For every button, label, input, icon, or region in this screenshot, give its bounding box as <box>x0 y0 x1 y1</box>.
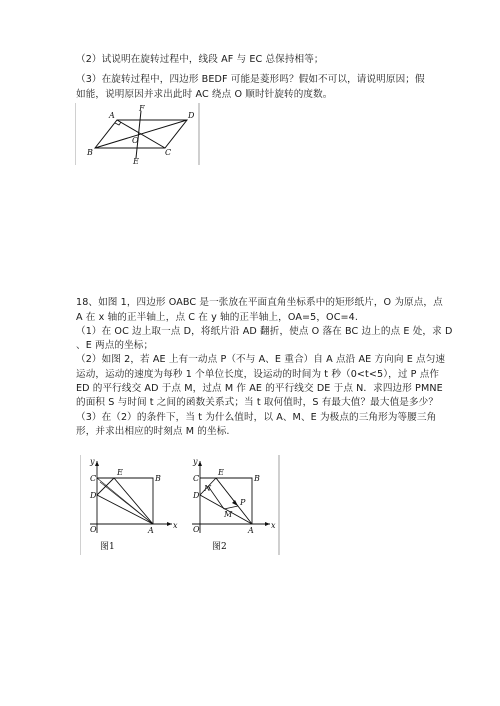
fig1-label-b: B <box>87 148 93 157</box>
g1-label-c: C <box>90 474 97 483</box>
g2-label-n: N <box>204 484 211 493</box>
text-line-part1-2: （2）试说明在旋转过程中，线段 AF 与 EC 总保持相等； <box>76 54 324 65</box>
fig1-label-a: A <box>109 111 115 120</box>
q18-line-10: 形，并求出相应的时刻点 M 的坐标. <box>76 426 230 437</box>
fig1-label-e: E <box>133 157 139 165</box>
figure-coordinate-graphs <box>80 455 280 555</box>
q18-line-7: ED 的平行线交 AD 于点 M，过点 M 作 AE 的平行线交 DE 于点 N．求四边形 PMNE <box>76 383 443 394</box>
g2-label-x: x <box>271 521 276 530</box>
g2-label-p: P <box>240 498 246 507</box>
fig1-label-d: D <box>188 111 195 120</box>
text-line-part1-3b: 如能，说明原因并求出此时 AC 绕点 O 顺时针旋转的度数。 <box>76 89 333 100</box>
q18-line-5: （2）如图 2，若 AE 上有一动点 P（不与 A、E 重合）自 A 点沿 AE 方向向 E 点匀速 <box>76 354 446 365</box>
g1-label-d: D <box>90 491 97 500</box>
q18-line-2: A 在 x 轴的正半轴上，点 C 在 y 轴的正半轴上，OA=5，OC=4. <box>76 312 358 323</box>
q18-line-6: 运动，运动的速度为每秒 1 个单位长度，设运动的时间为 t 秒（0<t<5），过 P 点作 <box>76 369 440 380</box>
g2-label-b: B <box>254 474 260 483</box>
fig1-label-c: C <box>165 148 172 157</box>
g1-label-o: O <box>90 525 97 534</box>
graph-2 <box>192 457 276 552</box>
g2-label-o: O <box>193 525 200 534</box>
g2-label-m: M <box>224 510 233 519</box>
fig1-label-o: O <box>132 136 139 145</box>
caption-figure-2: 图2 <box>212 542 227 552</box>
g1-label-e: E <box>117 468 123 477</box>
g2-label-a: A <box>248 526 254 535</box>
g2-label-d: D <box>193 491 200 500</box>
q18-line-8: 的面积 S 与时间 t 之间的函数关系式；当 t 取何值时，S 有最大值？最大值是多少？ <box>76 397 439 408</box>
fig1-label-f: F <box>139 104 145 113</box>
caption-figure-1: 图1 <box>100 542 115 552</box>
g2-label-e: E <box>218 468 224 477</box>
g1-label-x: x <box>173 521 178 530</box>
figure-parallelogram <box>75 103 200 165</box>
q18-line-9: （3）在（2）的条件下，当 t 为什么值时，以 A、M、E 为极点的三角形为等腰三角 <box>76 412 437 423</box>
g1-label-a: A <box>148 526 154 535</box>
graph-1 <box>89 457 178 552</box>
g2-label-c: C <box>193 474 200 483</box>
q18-line-4: 、E 两点的坐标； <box>76 340 154 351</box>
text-line-part1-3a: （3）在旋转过程中，四边形 BEDF 可能是菱形吗？假如不可以，请说明原因；假 <box>76 74 425 85</box>
q18-line-3: （1）在 OC 边上取一点 D，将纸片沿 AD 翻折，使点 O 落在 BC 边上的点 E 处，求 D <box>76 326 453 337</box>
g1-label-b: B <box>155 474 161 483</box>
q18-line-1: 18、如图 1，四边形 OABC 是一张放在平面直角坐标系中的矩形纸片，O 为原点，点 <box>76 297 443 308</box>
g2-label-y: y <box>193 457 198 466</box>
g1-label-y: y <box>90 457 95 466</box>
